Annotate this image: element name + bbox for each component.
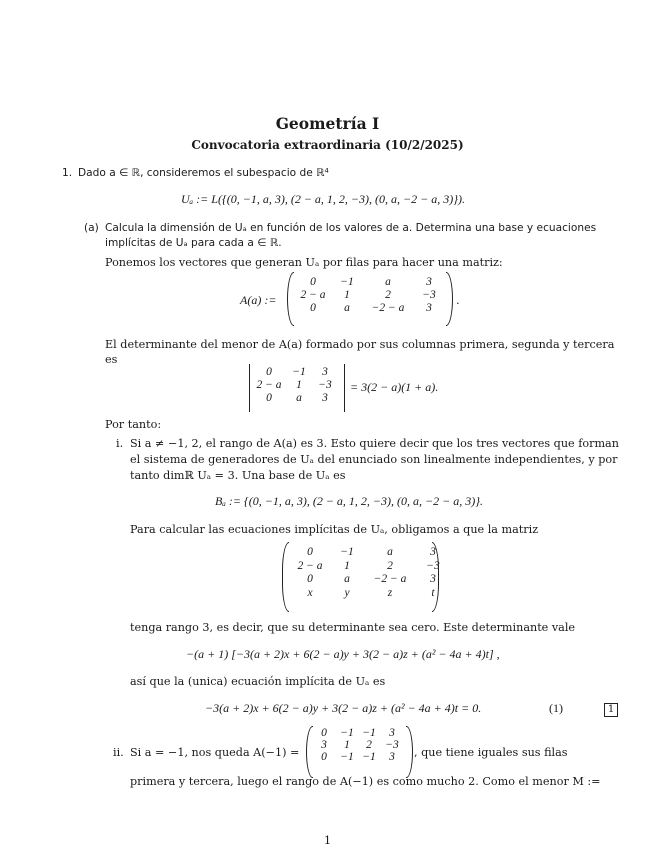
case-ii-line1-pre: Si a = −1, nos queda A(−1) =	[130, 746, 300, 759]
matrix-cell: −2 − a	[371, 302, 405, 314]
matrix4-cell: 1	[344, 559, 350, 572]
matrix-ii-cell: −3	[385, 739, 399, 751]
part-a-statement-line1: Calcula la dimensión de Uₐ en función de los valores de a. Determina una base y ecuaciones	[105, 222, 597, 234]
matrix4-cell: 2	[387, 559, 393, 572]
problem-intro: Dado a ∈ ℝ, consideremos el subespacio de ℝ⁴	[78, 167, 329, 179]
matrix-cell: 3	[426, 302, 432, 314]
solution-text-3: Por tanto:	[105, 418, 162, 431]
matrix4-cell: −3	[426, 559, 440, 572]
case-i-line2: el sistema de generadores de Uₐ del enunciado son linealmente independientes, y por	[130, 453, 618, 466]
matrix4-cell: z	[387, 586, 393, 599]
det-cell: 3	[322, 366, 328, 378]
page-number: 1	[323, 833, 332, 847]
page-subtitle: Convocatoria extraordinaria (10/2/2025)	[191, 138, 464, 152]
matrix4-cell: 2 − a	[297, 559, 323, 572]
case-i-line3: tanto dimℝ Uₐ = 3. Una base de Uₐ es	[130, 469, 346, 482]
implicit-equation: −3(a + 2)x + 6(2 − a)y + 3(2 − a)z + (a² − 4a + 4)t = 0.	[205, 701, 482, 715]
matrix4-cell: 0	[307, 573, 313, 585]
det-cell: 0	[266, 392, 272, 404]
det-cell: 1	[296, 379, 302, 391]
matrix4-left-paren	[282, 542, 289, 612]
matrix-ii-cell: −1	[362, 751, 376, 763]
solution-text-2-line1: El determinante del menor de A(a) formado por sus columnas primera, segunda y tercera	[105, 338, 615, 351]
matrix4-cell: 3	[430, 546, 436, 558]
case-i-rank-text: tenga rango 3, es decir, que su determinante sea cero. Este determinante vale	[130, 621, 576, 634]
matrix-a-period: .	[456, 294, 460, 307]
matrix-ii-cell: 0	[321, 727, 327, 739]
matrix-4x4	[290, 546, 450, 599]
matrix4-cell: 0	[307, 546, 313, 558]
solution-text-2-line2: es	[105, 353, 118, 366]
matrix4-cell: x	[307, 586, 313, 599]
matrix-ii-cell: −1	[362, 727, 376, 739]
matrix-a-lhs: A(a) :=	[240, 293, 277, 307]
matrix-a	[296, 276, 446, 314]
matrix-ii-cell: 0	[321, 751, 327, 763]
matrix4-cell: a	[387, 546, 393, 558]
det-cell: a	[296, 392, 302, 404]
matrix-ii-cell: −1	[340, 751, 354, 763]
matrix-cell: 3	[426, 276, 432, 288]
determinant-right-bar	[344, 364, 345, 412]
matrix-cell: 2	[385, 289, 391, 301]
determinant-result: = 3(2 − a)(1 + a).	[350, 380, 439, 394]
determinant-matrix	[252, 366, 340, 404]
determinant-left-bar	[249, 364, 250, 412]
matrix-cell: a	[385, 276, 391, 288]
matrix-cell: a	[344, 302, 350, 314]
det-cell: 2 − a	[256, 379, 282, 391]
matrix-ii-cell: 3	[321, 739, 327, 751]
matrix-ii-cell: 3	[389, 727, 395, 739]
matrix4-cell: −2 − a	[373, 573, 407, 585]
matrix-ii-right-paren	[406, 726, 413, 778]
matrix-ii-cell: −1	[340, 727, 354, 739]
matrix-cell: 2 − a	[300, 289, 326, 301]
matrix-cell: 0	[310, 276, 316, 288]
problem-number: 1.	[62, 167, 73, 179]
subspace-definition: Uₐ := L({(0, −1, a, 3), (2 − a, 1, 2, −3), (0, a, −2 − a, 3)}).	[181, 192, 465, 206]
solution-text-1: Ponemos los vectores que generan Uₐ por filas para hacer una matriz:	[105, 256, 503, 269]
case-i-implicit-text: Para calcular las ecuaciones implícitas de Uₐ, obligamos a que la matriz	[130, 523, 539, 536]
case-ii-line2: primera y tercera, luego el rango de A(−1) es como mucho 2. Como el menor M :=	[130, 775, 601, 788]
matrix4-cell: t	[431, 586, 435, 599]
matrix-a-left-paren	[287, 272, 294, 326]
part-a-statement-line2: implícitas de Uₐ para cada a ∈ ℝ.	[105, 237, 282, 249]
case-i-label: i.	[116, 437, 124, 450]
matrix-cell: 0	[310, 302, 316, 314]
matrix-ii-cell: 2	[366, 739, 372, 751]
case-ii-label: ii.	[113, 746, 124, 759]
equation-box[interactable]: 1	[604, 703, 618, 717]
case-i-line1: Si a ≠ −1, 2, el rango de A(a) es 3. Esto quiere decir que los tres vectores que forman	[130, 437, 619, 450]
matrix-ii-cell: 3	[389, 751, 395, 763]
matrix4-cell: −1	[340, 546, 354, 558]
case-ii-line1-post: , que tiene iguales sus filas	[414, 746, 568, 759]
part-a-label: (a)	[84, 222, 99, 234]
matrix4-cell: y	[344, 586, 350, 599]
matrix4-cell: a	[344, 573, 350, 585]
det-cell: −3	[318, 379, 332, 391]
page-title: Geometría I	[275, 114, 380, 133]
det-cell: 0	[266, 366, 272, 378]
basis-definition: Bₐ := {(0, −1, a, 3), (2 − a, 1, 2, −3), (0, a, −2 − a, 3)}.	[215, 494, 483, 508]
matrix-a-minus-1	[312, 727, 406, 763]
matrix-cell: 1	[344, 289, 350, 301]
case-i-equation-text: así que la (unica) ecuación implícita de Uₐ es	[130, 675, 386, 688]
matrix4-cell: 3	[430, 573, 436, 585]
determinant-value: −(a + 1) [−3(a + 2)x + 6(2 − a)y + 3(2 − a)z + (a² − 4a + 4)t] ,	[186, 647, 500, 661]
equation-number: (1)	[549, 701, 563, 715]
matrix-ii-cell: 1	[344, 739, 350, 751]
det-cell: −1	[292, 366, 306, 378]
matrix-cell: −3	[422, 289, 436, 301]
matrix-cell: −1	[340, 276, 354, 288]
det-cell: 3	[322, 392, 328, 404]
matrix-a-right-paren	[446, 272, 453, 326]
